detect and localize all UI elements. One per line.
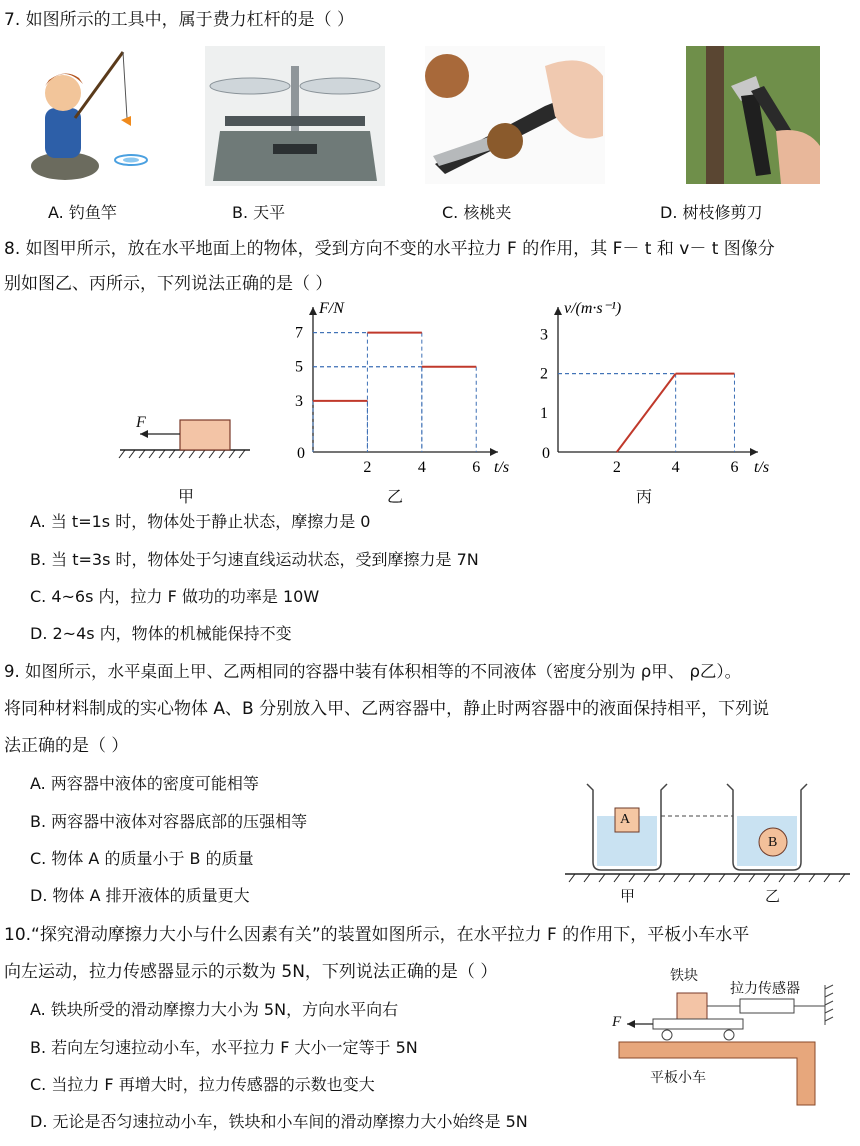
q7-option-d: D. 树枝修剪刀 [660,203,763,222]
x-axis-label: t/s [754,459,770,476]
q9-stem-line2: 将同种材料制成的实心物体 A、B 分别放入甲、乙两容器中，静止时两容器中的液面保持相平，下列说 [4,699,770,719]
origin-label: 0 [542,445,550,462]
x-tick-label: 6 [730,459,739,476]
q8-option-a: A. 当 t=1s 时，物体处于静止状态，摩擦力是 0 [30,512,371,531]
v-t-chart [530,300,770,480]
q8-stem-line1: 8. 如图甲所示，放在水平地面上的物体，受到方向不变的水平拉力 F 的作用，其 F－ t 和 v－ t 图像分 [4,239,775,259]
q10-stem-line1: 10.“探究滑动摩擦力大小与什么因素有关”的装置如图所示，在水平拉力 F 的作用下，平板小车水平 [4,925,750,945]
x-axis-arrow [490,448,498,456]
q9-option-b: B. 两容器中液体对容器底部的压强相等 [30,812,308,831]
x-tick-label: 4 [417,459,426,476]
q10-option-a: A. 铁块所受的滑动摩擦力大小为 5N，方向水平向右 [30,1000,399,1019]
fishing-rod-image [25,48,155,183]
q9-option-d: D. 物体 A 排开液体的质量更大 [30,886,250,905]
q7-option-a: A. 钓鱼竿 [48,203,117,222]
y-tick-label: 2 [540,365,548,383]
q8-option-c: C. 4~6s 内，拉力 F 做功的功率是 10W [30,587,320,606]
x-tick-label: 6 [472,459,481,476]
origin-label: 0 [297,445,305,462]
q8-caption-yi: 乙 [387,487,404,506]
pruning-shears-image [686,46,820,184]
cart-label: 平板小车 [650,1070,706,1086]
balance-image [205,46,385,186]
q7-stem: 7. 如图所示的工具中，属于费力杠杆的是（ ） [4,10,355,30]
q10-stem-line2: 向左运动，拉力传感器显示的示数为 5N，下列说法正确的是（ ） [4,962,498,982]
x-axis-label: t/s [494,459,510,476]
ball-b-label: B [768,835,778,850]
q9-caption-jia: 甲 [620,887,636,905]
walnut-cracker-image [425,46,605,184]
q7-option-b: B. 天平 [232,203,286,222]
x-tick-label: 2 [363,459,372,476]
x-tick-label: 4 [671,459,680,476]
q9-stem-line1: 9. 如图所示，水平桌面上甲、乙两相同的容器中装有体积相等的不同液体（密度分别为 ρ甲、 ρ乙）。 [4,662,742,681]
q9-figure-containers [565,778,850,898]
q8-option-b: B. 当 t=3s 时，物体处于匀速直线运动状态，受到摩擦力是 7N [30,550,479,569]
y-tick-label: 3 [540,326,548,344]
q9-stem-line3: 法正确的是（ ） [4,736,129,756]
q8-stem-line2: 别如图乙、丙所示，下列说法正确的是（ ） [4,274,333,294]
q10-option-b: B. 若向左匀速拉动小车，水平拉力 F 大小一定等于 5N [30,1038,418,1057]
q10-force-label: F [612,1014,622,1030]
block-a-label: A [620,812,631,827]
y-axis-arrow [554,307,562,315]
q10-option-d: D. 无论是否匀速拉动小车，铁块和小车间的滑动摩擦力大小始终是 5N [30,1112,528,1131]
q10-option-c: C. 当拉力 F 再增大时，拉力传感器的示数也变大 [30,1075,375,1094]
q8-option-d: D. 2~4s 内，物体的机械能保持不变 [30,624,292,643]
sensor-label: 拉力传感器 [730,981,800,997]
f-t-chart [285,300,510,480]
q8-caption-jia: 甲 [178,487,195,506]
q9-option-c: C. 物体 A 的质量小于 B 的质量 [30,849,254,868]
q9-caption-yi: 乙 [765,887,781,905]
q8-caption-bing: 丙 [636,487,653,506]
y-axis-arrow [309,307,317,315]
q9-option-a: A. 两容器中液体的密度可能相等 [30,774,259,793]
x-tick-label: 2 [612,459,621,476]
y-tick-label: 1 [540,404,548,422]
y-tick-label: 7 [295,324,303,342]
y-axis-label: F/N [319,300,344,317]
y-tick-label: 5 [295,358,303,376]
iron-block-label: 铁块 [670,968,698,984]
q7-option-c: C. 核桃夹 [442,203,512,222]
y-axis-label: v/(m·s⁻¹) [564,300,622,317]
q10-figure-apparatus [605,985,850,1105]
q8-force-label: F [136,414,146,431]
data-segment [617,374,676,452]
x-axis-arrow [750,448,758,456]
y-tick-label: 3 [295,392,303,410]
